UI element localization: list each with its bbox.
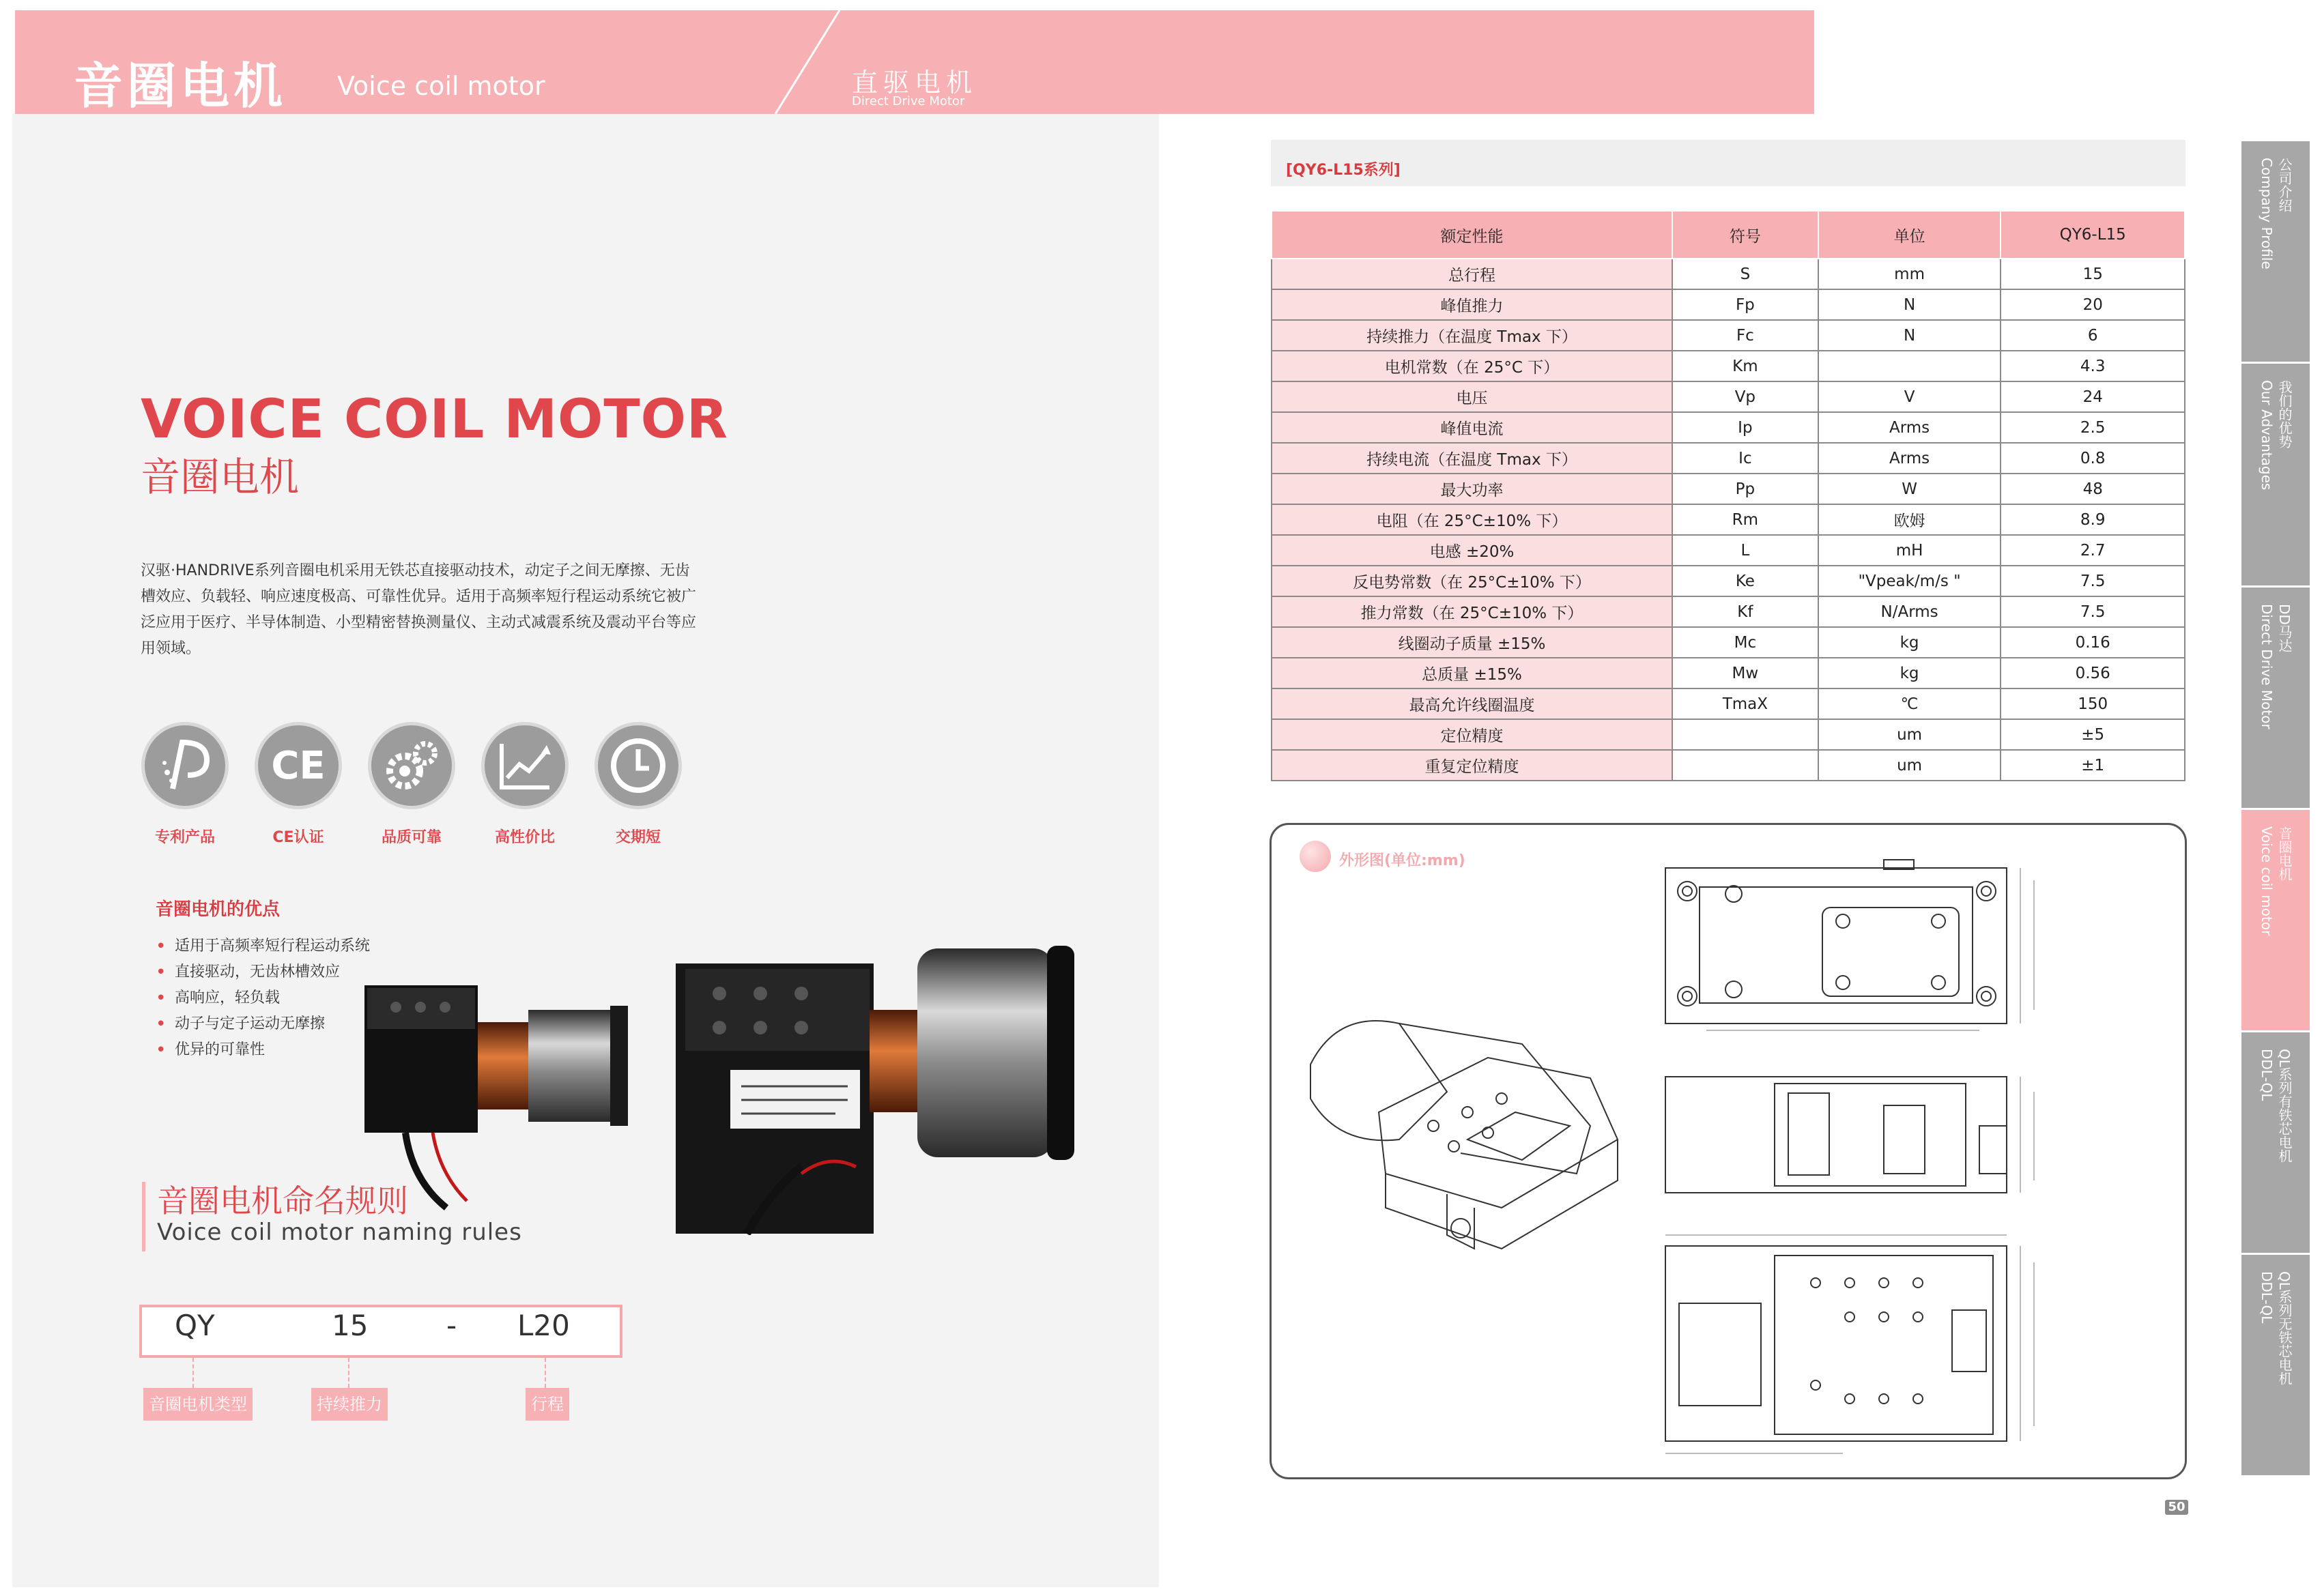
- banner-subtitle-cn: 直驱电机: [852, 68, 978, 98]
- table-cell: 2.7: [2001, 535, 2185, 566]
- table-cell: Ip: [1672, 412, 1818, 443]
- side-tab-label-en: Our Advantages: [2259, 380, 2275, 491]
- table-cell: 持续电流（在温度 Tmax 下）: [1272, 443, 1672, 474]
- column-header: 符号: [1672, 211, 1818, 259]
- code-force: 15: [332, 1309, 369, 1342]
- feature-patent: [141, 722, 229, 847]
- hero-title-cn: 音圈电机: [141, 454, 300, 500]
- technical-drawing: [1297, 853, 2170, 1467]
- table-row: [1272, 289, 2185, 320]
- feature-value: [481, 722, 569, 847]
- banner-title-en: Voice coil motor: [337, 71, 545, 101]
- table-cell: 20: [2001, 289, 2185, 320]
- table-cell: 总质量 ±15%: [1272, 658, 1672, 688]
- table-cell: 6: [2001, 320, 2185, 351]
- hero-title-en: VOICE COIL MOTOR: [141, 389, 728, 450]
- feature-label: 高性价比: [494, 829, 555, 846]
- side-tab[interactable]: [2241, 1030, 2310, 1253]
- banner-subtitle-en: Direct Drive Motor: [852, 94, 965, 108]
- side-tab-label-en: DDL-QL: [2259, 1271, 2275, 1324]
- side-tab-label-en: Direct Drive Motor: [2259, 604, 2275, 729]
- feature-icons: [141, 722, 700, 845]
- table-cell: 0.8: [2001, 443, 2185, 474]
- table-cell: 电压: [1272, 381, 1672, 412]
- table-cell: 峰值电流: [1272, 412, 1672, 443]
- intro-paragraph: 汉驱·HANDRIVE系列音圈电机采用无铁芯直接驱动技术，动定子之间无摩擦、无齿槽效应、负载轻、响应速度极高、可靠性优异。适用于高频率短行程运动系统它被广泛应用于医疗、半导体制造、小型精密替换测量仪、主动式减震系统及震动平台等应用领域。: [141, 562, 697, 657]
- table-cell: 线圈动子质量 ±15%: [1272, 627, 1672, 658]
- table-row: [1272, 474, 2185, 504]
- table-cell: kg: [1818, 658, 2001, 688]
- code-dash: -: [446, 1309, 457, 1342]
- side-tab-label-cn: QL系列有铁芯电机: [2276, 1049, 2293, 1163]
- table-cell: 最大功率: [1272, 474, 1672, 504]
- table-cell: um: [1818, 719, 2001, 750]
- table-row: [1272, 535, 2185, 566]
- side-tab-label: [2258, 826, 2293, 1030]
- table-cell: S: [1672, 259, 1818, 289]
- table-cell: [1672, 719, 1818, 750]
- table-row: [1272, 688, 2185, 719]
- table-cell: 电阻（在 25°C±10% 下）: [1272, 504, 1672, 535]
- naming-connector: [192, 1358, 194, 1388]
- product-photo: [364, 908, 1074, 1235]
- table-cell: N: [1818, 289, 2001, 320]
- feature-delivery: [594, 722, 683, 847]
- table-cell: 反电势常数（在 25°C±10% 下）: [1272, 566, 1672, 596]
- table-cell: Arms: [1818, 412, 2001, 443]
- advantages-title: 音圈电机的优点: [156, 899, 281, 920]
- table-row: [1272, 719, 2185, 750]
- feature-label: 品质可靠: [381, 829, 442, 846]
- table-cell: 欧姆: [1818, 504, 2001, 535]
- code-type: QY: [175, 1309, 215, 1342]
- feature-label: 交期短: [615, 829, 661, 846]
- code-stroke: L20: [517, 1309, 570, 1342]
- table-cell: Km: [1672, 351, 1818, 381]
- clock-icon: [594, 722, 682, 809]
- table-cell: Vp: [1672, 381, 1818, 412]
- table-cell: Ic: [1672, 443, 1818, 474]
- list-item: • 动子与定子运动无摩擦: [156, 1011, 370, 1037]
- naming-connector: [348, 1358, 349, 1388]
- side-tab-label: [2258, 1271, 2293, 1475]
- table-cell: mH: [1818, 535, 2001, 566]
- table-cell: 最高允许线圈温度: [1272, 688, 1672, 719]
- table-cell: 7.5: [2001, 596, 2185, 627]
- list-item: • 适用于高频率短行程运动系统: [156, 933, 370, 959]
- table-cell: [1818, 351, 2001, 381]
- series-label: [QY6-L15系列]: [1286, 162, 1401, 179]
- table-cell: kg: [1818, 627, 2001, 658]
- table-cell: 总行程: [1272, 259, 1672, 289]
- feature-label: 专利产品: [154, 829, 215, 846]
- table-cell: 4.3: [2001, 351, 2185, 381]
- table-cell: 电感 ±20%: [1272, 535, 1672, 566]
- table-cell: W: [1818, 474, 2001, 504]
- side-tab[interactable]: [2241, 808, 2310, 1030]
- side-tab-label-en: Voice coil motor: [2259, 826, 2275, 936]
- table-cell: 2.5: [2001, 412, 2185, 443]
- side-tab-label-cn: DD马达: [2276, 604, 2293, 652]
- drawing-title: 外形图(单位:mm): [1339, 852, 1465, 869]
- naming-title-cn: 音圈电机命名规则: [157, 1183, 408, 1219]
- side-tab-label-cn: 音圈电机: [2276, 826, 2293, 881]
- tag-force: 持续推力: [311, 1388, 388, 1421]
- table-cell: 定位精度: [1272, 719, 1672, 750]
- chart-icon: [481, 722, 569, 809]
- table-cell: Pp: [1672, 474, 1818, 504]
- table-cell: 0.16: [2001, 627, 2185, 658]
- column-header: QY6-L15: [2001, 211, 2185, 259]
- table-cell: 150: [2001, 688, 2185, 719]
- table-row: [1272, 504, 2185, 535]
- list-item: • 优异的可靠性: [156, 1037, 370, 1063]
- side-tab[interactable]: [2241, 1253, 2310, 1475]
- table-cell: 8.9: [2001, 504, 2185, 535]
- table-cell: 48: [2001, 474, 2185, 504]
- left-page-background: [12, 113, 1159, 1587]
- naming-title-en: Voice coil motor naming rules: [157, 1219, 522, 1246]
- table-cell: V: [1818, 381, 2001, 412]
- advantages-list: [156, 933, 370, 1063]
- table-cell: TmaX: [1672, 688, 1818, 719]
- list-item: • 高响应，轻负载: [156, 985, 370, 1011]
- feature-label: CE认证: [272, 829, 324, 846]
- table-cell: 峰值推力: [1272, 289, 1672, 320]
- gears-icon: [368, 722, 455, 809]
- patent-icon: [141, 722, 229, 809]
- table-cell: Kf: [1672, 596, 1818, 627]
- spec-table: [1271, 210, 2185, 781]
- banner-title-cn: 音圈电机: [74, 57, 287, 115]
- list-item: • 直接驱动，无齿林槽效应: [156, 959, 370, 985]
- table-row: [1272, 320, 2185, 351]
- column-header: 额定性能: [1272, 211, 1672, 259]
- table-cell: Ke: [1672, 566, 1818, 596]
- table-cell: "Vpeak/m/s ": [1818, 566, 2001, 596]
- table-cell: Rm: [1672, 504, 1818, 535]
- table-row: [1272, 658, 2185, 688]
- table-cell: 15: [2001, 259, 2185, 289]
- table-row: [1272, 750, 2185, 781]
- side-tab[interactable]: [2241, 139, 2310, 362]
- tag-type: 音圈电机类型: [143, 1388, 253, 1421]
- side-tab[interactable]: [2241, 585, 2310, 808]
- table-cell: mm: [1818, 259, 2001, 289]
- ce-icon: CE: [255, 722, 342, 809]
- side-tab-label: [2258, 158, 2293, 362]
- table-cell: Arms: [1818, 443, 2001, 474]
- table-cell: Fp: [1672, 289, 1818, 320]
- banner-slash-divider: [773, 10, 841, 114]
- side-tab-label: [2258, 380, 2293, 585]
- feature-ce: [254, 722, 343, 847]
- side-tab-label-cn: 公司介绍: [2276, 158, 2293, 212]
- table-cell: Mw: [1672, 658, 1818, 688]
- table-cell: ±5: [2001, 719, 2185, 750]
- side-tab-label-en: DDL-QL: [2259, 1049, 2275, 1101]
- side-tab-label-cn: QL系列无铁芯电机: [2276, 1271, 2293, 1385]
- side-tab-label: [2258, 604, 2293, 808]
- table-row: [1272, 596, 2185, 627]
- table-row: [1272, 627, 2185, 658]
- table-row: [1272, 412, 2185, 443]
- table-row: [1272, 351, 2185, 381]
- table-row: [1272, 381, 2185, 412]
- table-cell: 推力常数（在 25°C±10% 下）: [1272, 596, 1672, 627]
- table-cell: 电机常数（在 25°C 下）: [1272, 351, 1672, 381]
- table-cell: 持续推力（在温度 Tmax 下）: [1272, 320, 1672, 351]
- table-cell: [1672, 750, 1818, 781]
- side-tab-label-en: Company Profile: [2259, 158, 2275, 270]
- side-tab-label-cn: 我们的优势: [2276, 380, 2293, 448]
- table-row: [1272, 259, 2185, 289]
- table-cell: 24: [2001, 381, 2185, 412]
- table-cell: 重复定位精度: [1272, 750, 1672, 781]
- spec-table-body: [1272, 259, 2185, 781]
- series-bar: [1271, 140, 2185, 186]
- table-cell: 7.5: [2001, 566, 2185, 596]
- table-cell: Fc: [1672, 320, 1818, 351]
- table-cell: 0.56: [2001, 658, 2185, 688]
- naming-connector: [545, 1358, 546, 1388]
- page-number: 50: [2165, 1500, 2188, 1515]
- naming-accent-bar: [142, 1182, 145, 1251]
- feature-quality: [367, 722, 456, 847]
- table-cell: Mc: [1672, 627, 1818, 658]
- table-cell: N/Arms: [1818, 596, 2001, 627]
- table-row: [1272, 443, 2185, 474]
- table-cell: um: [1818, 750, 2001, 781]
- table-row: [1272, 566, 2185, 596]
- side-tab-label: [2258, 1049, 2293, 1253]
- column-header: 单位: [1818, 211, 2001, 259]
- table-cell: ±1: [2001, 750, 2185, 781]
- table-cell: ℃: [1818, 688, 2001, 719]
- side-tab[interactable]: [2241, 362, 2310, 585]
- table-header-row: [1272, 211, 2185, 259]
- table-cell: N: [1818, 320, 2001, 351]
- tag-stroke: 行程: [526, 1388, 569, 1421]
- table-cell: L: [1672, 535, 1818, 566]
